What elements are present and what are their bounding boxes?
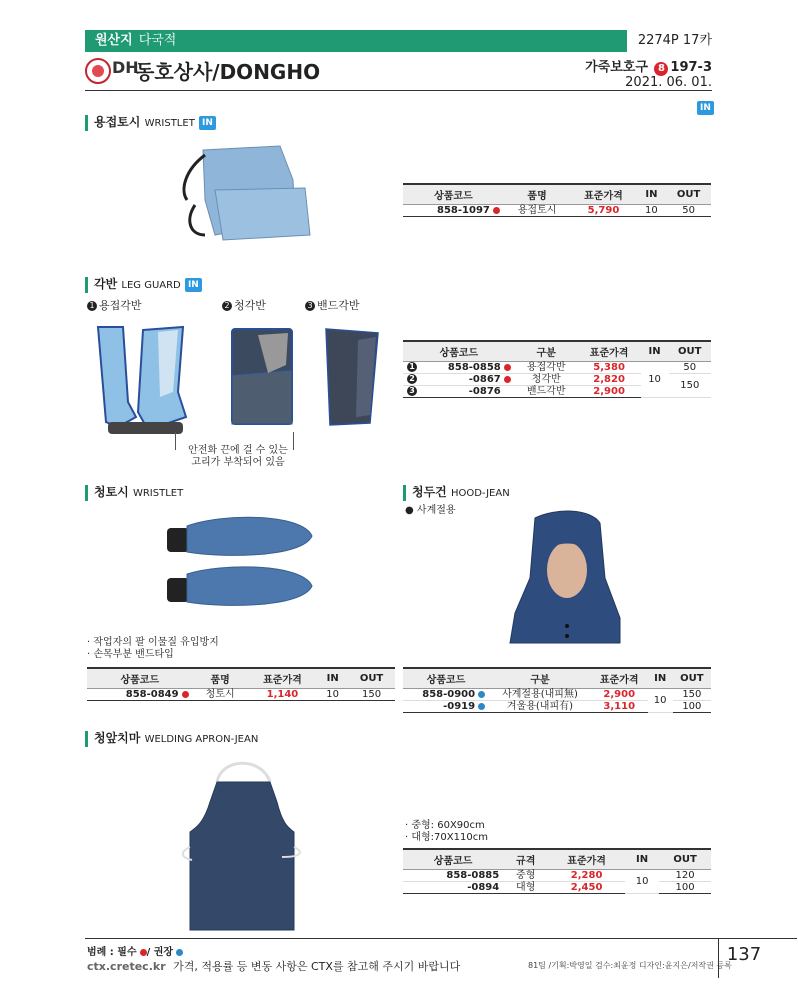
- brand-name: 동호상사/DONGHO: [135, 60, 321, 84]
- caption-pointer-left: [175, 432, 176, 450]
- apron-notes: · 중형: 60X90cm · 대형:70X110cm: [405, 820, 488, 843]
- footer-notice-row: [87, 958, 460, 974]
- welding-wristlet-image: [175, 140, 335, 245]
- legguard-caption: 안전화 끈에 걸 수 있는 고리가 부착되어 있음: [188, 445, 288, 468]
- recommended-dot-icon: [478, 691, 485, 698]
- wristlet-table: 상품코드 품명 표준가격 IN OUT 858-1097 용접토시 5,790 10 50: [403, 183, 711, 217]
- band-legguard-image: [318, 325, 388, 430]
- hood-title: 청두건 HOOD-JEAN: [403, 485, 510, 501]
- apron-title: 청앞치마 WELDING APRON-JEAN: [85, 731, 258, 747]
- required-dot-icon: [504, 364, 511, 371]
- hood-bullet: ● 사계절용: [405, 505, 456, 516]
- origin-label: 원산지: [95, 33, 133, 48]
- table-row: 858-0900 사계절용(내피無) 2,900 10 150: [403, 689, 711, 701]
- brand-row: [85, 56, 712, 90]
- required-dot-icon: [140, 949, 147, 956]
- table-row: 2 -0867 청각반 2,820 150: [403, 374, 711, 386]
- jean-legguard-image: [228, 325, 298, 430]
- header-in-badge: IN: [697, 97, 714, 116]
- hood-jean-image: [505, 508, 625, 648]
- page-number: 137: [718, 938, 769, 978]
- recommended-dot-icon: [478, 703, 485, 710]
- hood-table: 상품코드 구분 표준가격 IN OUT 858-0900 사계절용(내피無) 2,900 10 150 -0919 겨울용(내피有) 3,110 100: [403, 667, 711, 713]
- footer-divider: [85, 938, 797, 939]
- category-prefix: 가죽보호구: [585, 60, 648, 75]
- wristlet-title: 용접토시 WRISTLET IN: [85, 115, 216, 131]
- tiger-logo-icon: [85, 58, 111, 84]
- legguard-in-badge: IN: [185, 278, 202, 292]
- category-number: 197-3: [670, 60, 712, 75]
- legguard-title: 각반 LEG GUARD IN: [85, 277, 202, 293]
- variant-3-label: 3 밴드각반: [305, 297, 360, 313]
- category: [585, 56, 712, 76]
- footer-credits: 81팀 /기획:박영일 검수:최윤정 디자인:윤지은/저작권 등록: [528, 961, 732, 970]
- table-row: 3 -0876 밴드각반 2,900: [403, 386, 711, 398]
- table-row: 858-0885 중형 2,280 10 120: [403, 870, 711, 882]
- jean-wristlet-image: [162, 508, 322, 618]
- variant-1-label: 1 용접각반: [87, 297, 142, 313]
- legguard-table: 상품코드 구분 표준가격 IN OUT 1 858-0858 용접각반 5,380 10 50 2 -0867 청각반 2,820 150 3 -0876 밴드각반 2,900: [403, 340, 711, 398]
- required-dot-icon: [504, 376, 511, 383]
- header-bar: [85, 30, 712, 52]
- wristlet-in-badge: IN: [199, 116, 216, 130]
- origin-value: 다국적: [138, 33, 177, 48]
- date: 2021. 06. 01.: [625, 75, 712, 90]
- jeanwristlet-title: 청토시 WRISTLET: [85, 485, 183, 501]
- welding-legguard-image: [88, 322, 198, 437]
- table-row: 1 858-0858 용접각반 5,380 10 50: [403, 362, 711, 374]
- table-row: -0919 겨울용(내피有) 3,110 100: [403, 701, 711, 713]
- category-badge: 8: [654, 62, 668, 76]
- footer-site-link[interactable]: ctx.cretec.kr: [87, 960, 166, 973]
- jeanwristlet-notes: · 작업자의 팔 이물질 유입방지 · 손목부분 밴드타입: [87, 637, 219, 660]
- jeanwristlet-table: 상품코드 품명 표준가격 IN OUT 858-0849 청토시 1,140 10 150: [87, 667, 395, 701]
- footer-legend: 범례 : 필수 / 권장: [87, 943, 183, 958]
- required-dot-icon: [493, 207, 500, 214]
- table-row: 858-0849 청토시 1,140 10 150: [87, 689, 395, 701]
- table-row: -0894 대형 2,450 100: [403, 882, 711, 894]
- apron-jean-image: [182, 752, 307, 932]
- dh-logo-icon: DH: [112, 58, 139, 77]
- required-dot-icon: [182, 691, 189, 698]
- page-code: 2274P 17카: [627, 30, 712, 52]
- variant-2-label: 2 청각반: [222, 297, 266, 313]
- table-row: 858-1097 용접토시 5,790 10 50: [403, 205, 711, 217]
- header-divider: [85, 90, 712, 91]
- recommended-dot-icon: [176, 949, 183, 956]
- apron-table: 상품코드 규격 표준가격 IN OUT 858-0885 중형 2,280 10 120 -0894 대형 2,450 100: [403, 848, 711, 894]
- footer-notice: 가격, 적용률 등 변동 사항은 CTX를 참고해 주시기 바랍니다: [173, 960, 461, 973]
